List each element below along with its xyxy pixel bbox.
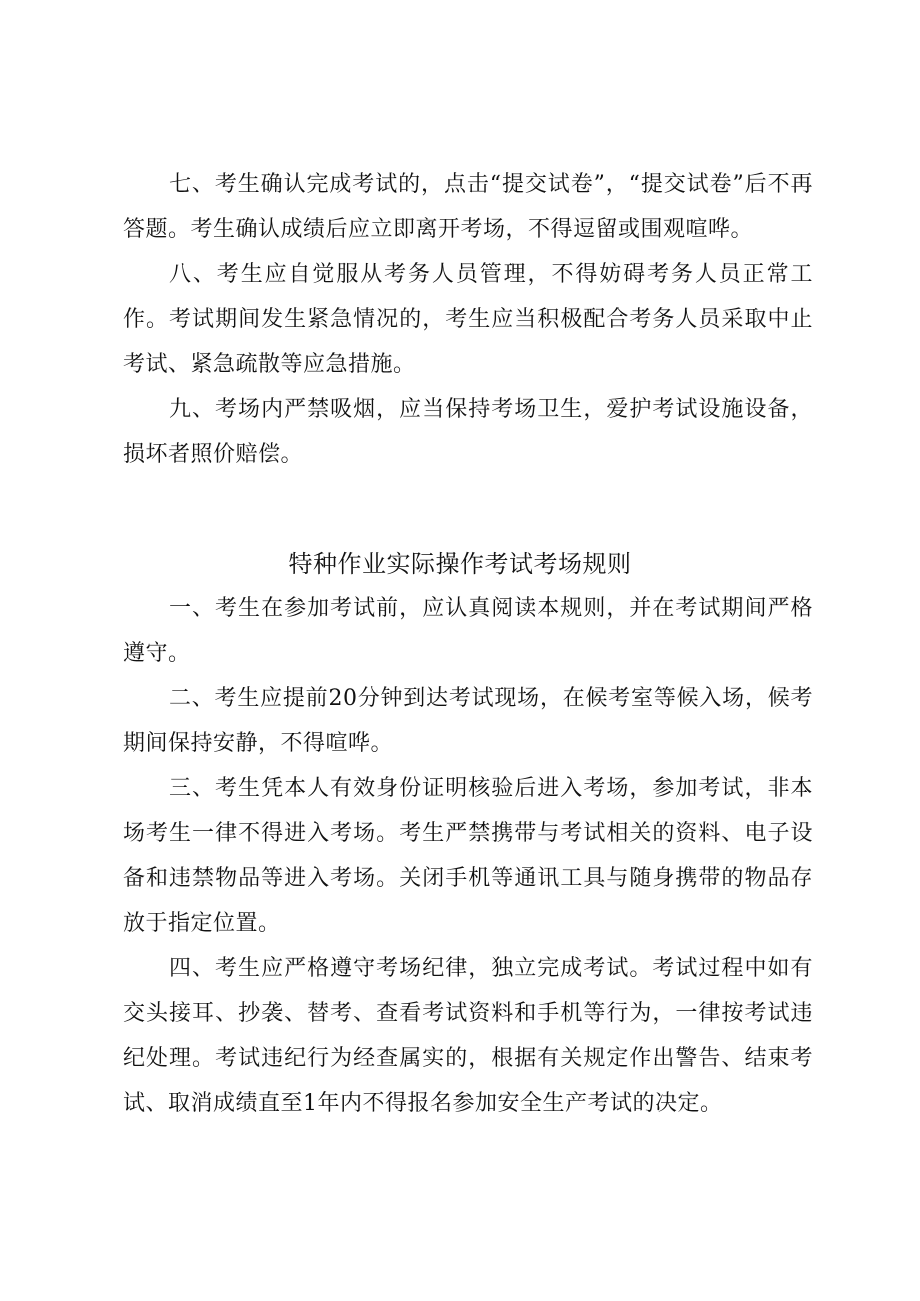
rule-4-paragraph: 四、考生应严格遵守考场纪律，独立完成考试。考试过程中如有交头接耳、抄袭、替考、查看考试资料和手机等行为，一律按考试违纪处理。考试违纪行为经查属实的，根据有关规定作出警告、结束考试、取消成绩直至1年内不得报名参加安全生产考试的决定。 xyxy=(123,956,813,1116)
rule-9-paragraph: 九、考场内严禁吸烟，应当保持考场卫生，爱护考试设施设备，损坏者照价赔偿。 xyxy=(123,397,813,467)
practical-exam-rules-section xyxy=(123,586,813,1126)
section-title: 特种作业实际操作考试考场规则 xyxy=(288,550,632,578)
rule-7-paragraph: 七、考生确认完成考试的，点击“提交试卷”，“提交试卷”后不再答题。考生确认成绩后应立即离开考场，不得逗留或围观喧哗。 xyxy=(123,172,813,242)
previous-rules-section xyxy=(123,162,813,477)
rule-2-paragraph: 二、考生应提前20分钟到达考试现场，在候考室等候入场，候考期间保持安静，不得喧哗。 xyxy=(123,686,813,756)
rule-8-paragraph: 八、考生应自觉服从考务人员管理，不得妨碍考务人员正常工作。考试期间发生紧急情况的，考生应当积极配合考务人员采取中止考试、紧急疏散等应急措施。 xyxy=(123,262,813,377)
rule-1-paragraph: 一、考生在参加考试前，应认真阅读本规则，并在考试期间严格遵守。 xyxy=(123,596,813,666)
rule-3-paragraph: 三、考生凭本人有效身份证明核验后进入考场，参加考试，非本场考生一律不得进入考场。考生严禁携带与考试相关的资料、电子设备和违禁物品等进入考场。关闭手机等通讯工具与随身携带的物品存放于指定位置。 xyxy=(123,776,813,936)
